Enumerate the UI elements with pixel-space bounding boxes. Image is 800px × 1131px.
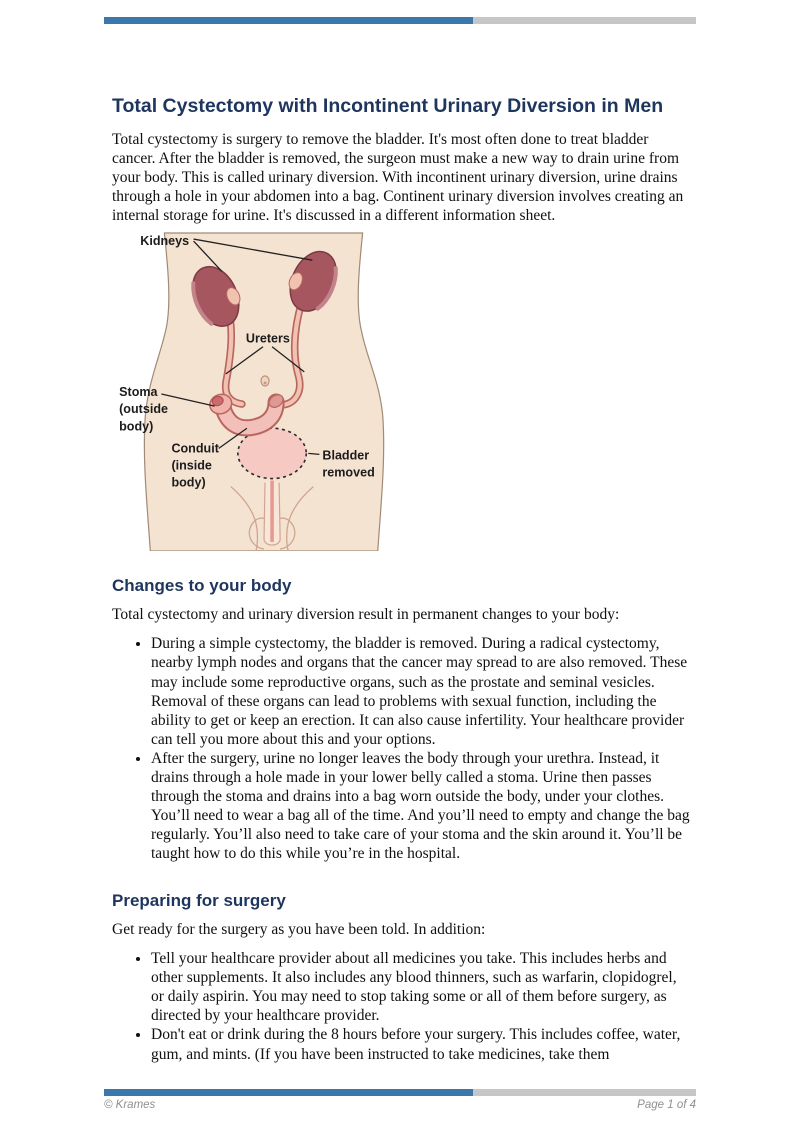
page-title: Total Cystectomy with Incontinent Urinary Diversion in Men (112, 95, 664, 117)
svg-text:(inside: (inside (171, 458, 212, 473)
header-accent-bar (104, 17, 696, 24)
section-changes-to-your-body (112, 575, 690, 863)
svg-text:Bladder: Bladder (322, 448, 370, 463)
section-heading: Preparing for surgery (112, 891, 286, 911)
svg-text:removed: removed (322, 465, 375, 480)
list-item: • During a simple cystectomy, the bladder is removed. During a radical cystectomy, nearby lymph nodes and organs that the cancer may spread to are also removed. These may include some reproductive organs, such as the prostate and seminal vesicles. Removal of these organs can lead to problems with sexual function, including the ability to get or keep an erection. It can also cause infertility. Your healthcare provider can tell you more about this and your options. (151, 634, 690, 748)
svg-text:(outside: (outside (119, 402, 168, 417)
footer-bar-blue-segment (104, 1089, 473, 1096)
svg-text:Stoma: Stoma (119, 385, 158, 400)
section-heading: Changes to your body (112, 576, 292, 596)
list-item: • After the surgery, urine no longer leaves the body through your urethra. Instead, it drains through a hole made in your lower belly called a stoma. Urine then passes through the stoma and drains into a bag worn outside the body, under your clothes. You’ll need to wear a bag all of the time. And you’ll need to empty and change the bag regularly. You’ll also need to take care of your stoma and the skin around it. You’ll be taught how to do this while you’re in the hospital. (151, 749, 690, 863)
svg-text:body): body) (119, 419, 154, 434)
bullet-list (112, 949, 690, 1063)
section-lead: Total cystectomy and urinary diversion result in permanent changes to your body: (112, 606, 620, 624)
intro-paragraph: Total cystectomy is surgery to remove the bladder. It's most often done to treat bladder cancer. After the bladder is removed, the surgeon must make a new way to drain urine from your body. This is called urinary diversion. With incontinent urinary diversion, urine drains through a hole in your abdomen into a bag. Continent urinary diversion involves creating an internal storage for urine. It's discussed in a different information sheet. (112, 131, 684, 225)
header-bar-blue-segment (104, 17, 473, 24)
anatomy-figure (114, 229, 406, 556)
section-preparing-for-surgery (112, 890, 690, 1063)
figure-label-ureters: Ureters (245, 332, 290, 347)
urinary-diversion-diagram (114, 229, 406, 551)
list-item: • Don't eat or drink during the 8 hours before your surgery. This includes coffee, water, gum, and mints. (If you have been instructed to take medicines, take them (151, 1025, 690, 1063)
navel (261, 376, 269, 386)
torso-outline (144, 233, 383, 551)
svg-text:Conduit: Conduit (171, 441, 219, 456)
footer-bar-gray-segment (473, 1089, 696, 1096)
document-content (112, 94, 690, 1064)
header-bar-gray-segment (473, 17, 696, 24)
page-footer (104, 1099, 696, 1111)
figure-label-kidneys: Kidneys (140, 234, 190, 249)
list-item: • Tell your healthcare provider about all medicines you take. This includes herbs and other supplements. It also includes any blood thinners, such as warfarin, clopidogrel, or daily aspirin. You may need to stop taking some or all of them before surgery, as directed by your healthcare provider. (151, 949, 690, 1025)
footer-copyright: © Krames (104, 1099, 156, 1111)
footer-accent-bar (104, 1089, 696, 1096)
section-lead: Get ready for the surgery as you have been told. In addition: (112, 921, 486, 939)
bullet-list (112, 634, 690, 863)
footer-page-number: Page 1 of 4 (637, 1099, 696, 1111)
svg-text:body): body) (171, 475, 206, 490)
